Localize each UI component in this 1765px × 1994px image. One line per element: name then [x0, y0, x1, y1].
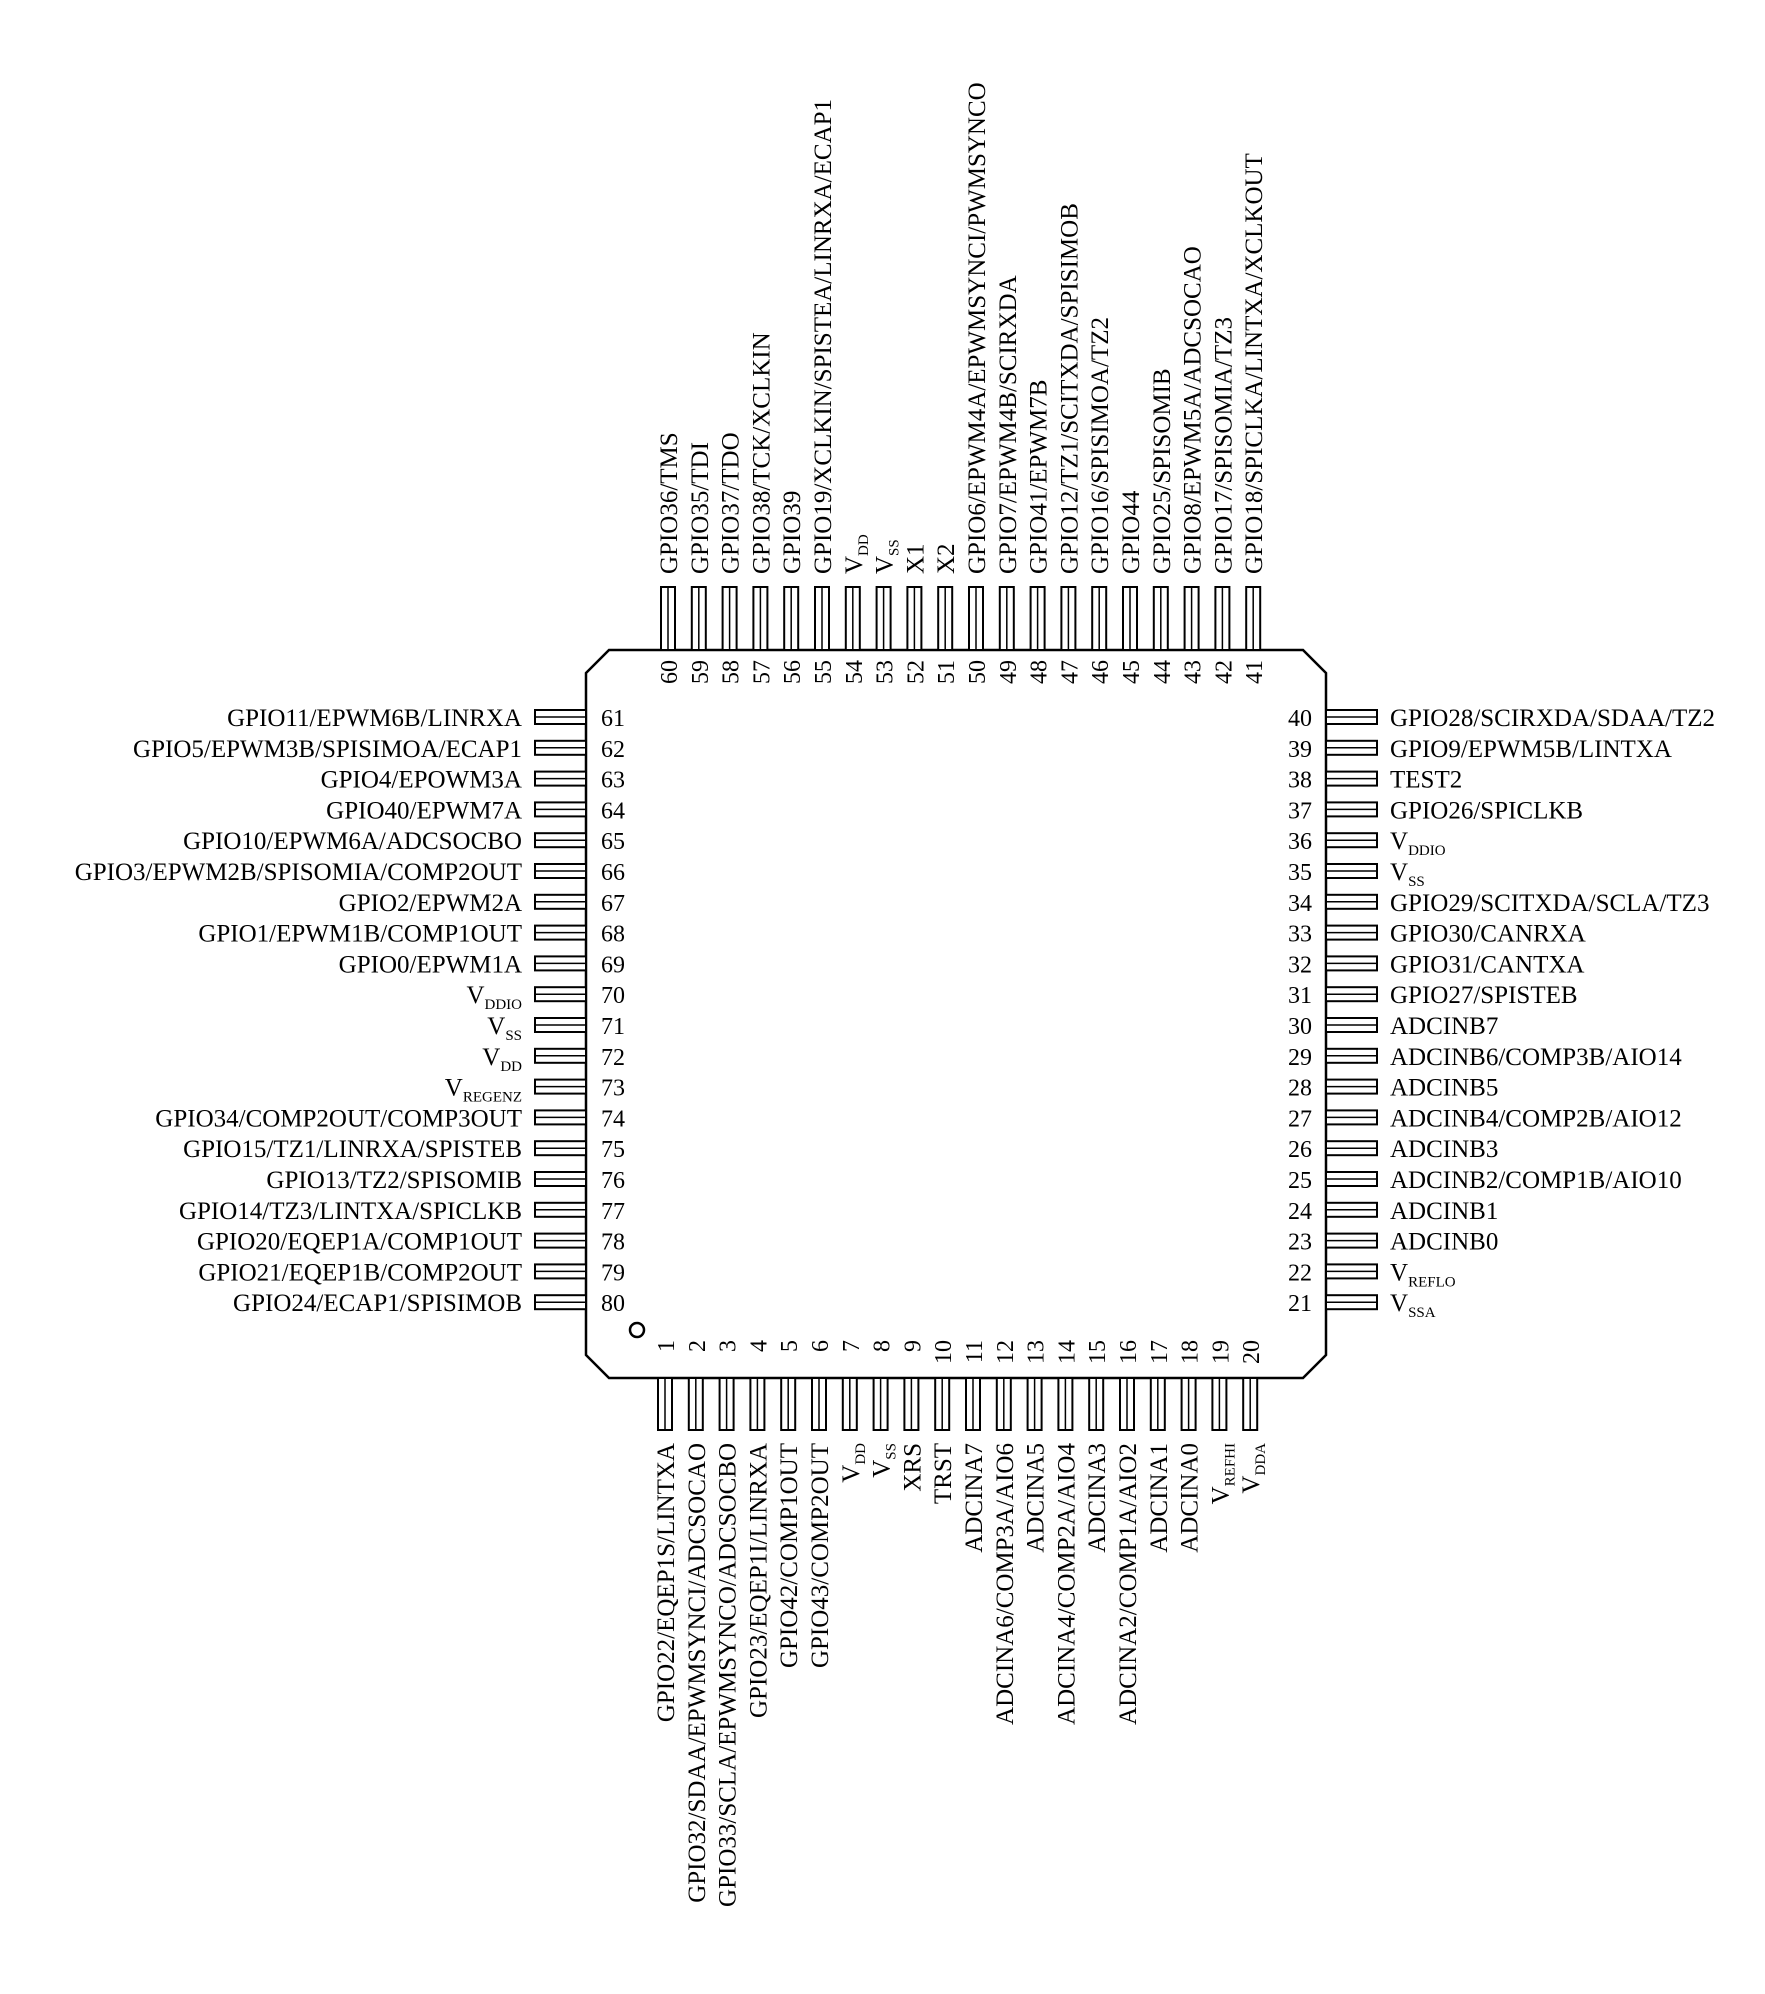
pin-number-60: 60 — [657, 660, 683, 684]
pin-number-33: 33 — [1288, 921, 1312, 948]
pin-number-24: 24 — [1288, 1198, 1312, 1225]
pin-number-13: 13 — [1023, 1340, 1050, 1364]
pin-number-53: 53 — [872, 660, 899, 684]
pin-number-35: 35 — [1288, 860, 1312, 886]
pin-number-38: 38 — [1288, 767, 1312, 794]
pin-number-4: 4 — [746, 1340, 773, 1352]
pin-number-80: 80 — [601, 1291, 625, 1318]
pin-label-49: GPIO7/EPWM4B/SCIRXDA — [994, 275, 1022, 574]
pin-number-1: 1 — [654, 1340, 680, 1352]
pin-label-66: GPIO3/EPWM2B/SPISOMIA/COMP2OUT — [74, 859, 522, 886]
pin-label-57: GPIO38/TCK/XCLKIN — [748, 332, 776, 574]
pin-label-4: GPIO23/EQEP1I/LINRXA — [745, 1443, 773, 1718]
pin-label-43: GPIO8/EPWM5A/ADCSOCAO — [1179, 246, 1207, 574]
pin-number-58: 58 — [718, 660, 745, 684]
pin-number-69: 69 — [601, 952, 625, 979]
pin-number-14: 14 — [1054, 1340, 1081, 1364]
pin-number-23: 23 — [1288, 1229, 1312, 1256]
pin-label-13: ADCINA5 — [1022, 1443, 1050, 1553]
pin-label-34: GPIO29/SCITXDA/SCLA/TZ3 — [1390, 889, 1710, 917]
pin-label-45: GPIO44 — [1118, 490, 1145, 574]
pin-label-65: GPIO10/EPWM6A/ADCSOCBO — [183, 828, 522, 856]
pin-number-61: 61 — [601, 706, 625, 732]
pin-label-1: GPIO22/EQEP1S/LINTXA — [653, 1443, 680, 1723]
pin-label-27: ADCINB4/COMP2B/AIO12 — [1390, 1105, 1682, 1133]
pin-number-41: 41 — [1242, 660, 1269, 684]
pin-label-51: X2 — [933, 543, 961, 574]
pin-number-21: 21 — [1288, 1291, 1312, 1318]
pin-label-60: GPIO36/TMS — [656, 432, 683, 574]
pin-number-56: 56 — [780, 660, 807, 684]
pin-label-9: XRS — [899, 1443, 927, 1492]
pin-label-12: ADCINA6/COMP3A/AIO6 — [991, 1443, 1019, 1725]
pin-label-14: ADCINA4/COMP2A/AIO4 — [1053, 1443, 1081, 1725]
pin-number-2: 2 — [684, 1340, 711, 1352]
pin-number-72: 72 — [601, 1044, 625, 1071]
pin-label-21: $V_{SSA}$ — [1390, 1290, 1436, 1322]
pin-number-76: 76 — [601, 1168, 625, 1194]
pin-number-51: 51 — [934, 660, 961, 684]
pin-number-63: 63 — [601, 767, 625, 794]
pin-number-6: 6 — [808, 1340, 834, 1352]
pin-label-28: ADCINB5 — [1390, 1074, 1499, 1102]
pin-number-10: 10 — [931, 1340, 958, 1364]
pin-label-36: $V_{DDIO}$ — [1390, 828, 1446, 860]
pin-number-42: 42 — [1211, 660, 1238, 684]
pin-number-40: 40 — [1288, 706, 1312, 732]
pin-label-40: GPIO28/SCIRXDA/SDAA/TZ2 — [1390, 705, 1716, 732]
pin-number-48: 48 — [1026, 660, 1053, 684]
pin-label-29: ADCINB6/COMP3B/AIO14 — [1390, 1043, 1682, 1071]
pin-label-50: GPIO6/EPWM4A/EPWMSYNCI/PWMSYNCO — [964, 82, 991, 574]
pin-number-5: 5 — [777, 1340, 804, 1352]
pin-label-59: GPIO35/TDI — [686, 442, 714, 574]
pin-label-3: GPIO33/SCLA/EPWMSYNCO/ADCSOCBO — [714, 1443, 742, 1907]
pin-number-29: 29 — [1288, 1044, 1312, 1071]
pin-label-68: GPIO1/EPWM1B/COMP1OUT — [198, 920, 522, 948]
pin-number-36: 36 — [1288, 829, 1312, 856]
pin-label-11: ADCINA7 — [961, 1443, 988, 1553]
pin-number-70: 70 — [601, 983, 625, 1010]
pin-number-54: 54 — [841, 660, 868, 684]
pin-number-75: 75 — [601, 1137, 625, 1164]
chip-body — [586, 650, 1326, 1378]
pin-label-52: X1 — [902, 543, 930, 574]
pin-number-31: 31 — [1288, 983, 1312, 1010]
pin-number-18: 18 — [1177, 1340, 1204, 1364]
pin-label-23: ADCINB0 — [1390, 1228, 1499, 1256]
pin-label-55: GPIO19/XCLKIN/SPISTEA/LINRXA/ECAP1 — [810, 98, 837, 574]
pin-number-9: 9 — [900, 1340, 927, 1352]
pin-label-48: GPIO41/EPWM7B — [1025, 379, 1053, 574]
pin-number-27: 27 — [1288, 1106, 1312, 1133]
pin-number-28: 28 — [1288, 1075, 1312, 1102]
pin-label-67: GPIO2/EPWM2A — [338, 889, 522, 917]
pin-label-20: $V_{DDA}$ — [1238, 1443, 1270, 1494]
pin-label-38: TEST2 — [1390, 766, 1463, 794]
pin-label-56: GPIO39 — [779, 490, 807, 574]
pin-number-71: 71 — [601, 1014, 625, 1040]
pin-number-17: 17 — [1146, 1340, 1173, 1364]
pin-label-17: ADCINA1 — [1145, 1443, 1173, 1553]
pin-label-26: ADCINB3 — [1390, 1136, 1499, 1164]
pin-label-53: $V_{SS}$ — [871, 539, 903, 574]
pin-label-58: GPIO37/TDO — [717, 432, 745, 574]
pin-label-24: ADCINB1 — [1390, 1197, 1499, 1225]
pin-number-8: 8 — [869, 1340, 896, 1352]
pin-label-71: $V_{SS}$ — [487, 1013, 522, 1044]
pin-number-55: 55 — [811, 660, 837, 684]
pin-number-45: 45 — [1119, 660, 1145, 684]
pin-label-35: $V_{SS}$ — [1390, 859, 1425, 890]
pin-label-64: GPIO40/EPWM7A — [326, 797, 522, 825]
pin-label-37: GPIO26/SPICLKB — [1390, 797, 1584, 825]
pin-number-62: 62 — [601, 736, 625, 763]
pin-label-39: GPIO9/EPWM5B/LINTXA — [1390, 735, 1672, 763]
pin-number-3: 3 — [715, 1340, 742, 1352]
pin-number-79: 79 — [601, 1260, 625, 1287]
pin-number-65: 65 — [601, 829, 625, 856]
pin-label-54: $V_{DD}$ — [840, 534, 872, 574]
pin-number-50: 50 — [965, 660, 991, 684]
pin-label-42: GPIO17/SPISOMIA/TZ3 — [1210, 317, 1238, 574]
pin-label-16: ADCINA2/COMP1A/AIO2 — [1115, 1443, 1142, 1725]
pin-label-8: $V_{SS}$ — [868, 1443, 900, 1478]
pin-label-41: GPIO18/SPICLKA/LINTXA/XCLKOUT — [1241, 153, 1269, 574]
pin-number-77: 77 — [601, 1198, 625, 1225]
pin-number-46: 46 — [1088, 660, 1115, 684]
pin-label-69: GPIO0/EPWM1A — [338, 951, 522, 979]
pin-label-33: GPIO30/CANRXA — [1390, 920, 1586, 948]
pin-number-16: 16 — [1116, 1340, 1142, 1364]
pin-label-7: $V_{DD}$ — [837, 1443, 869, 1483]
pin-label-76: GPIO13/TZ2/SPISOMIB — [266, 1167, 522, 1194]
pin-number-30: 30 — [1288, 1014, 1312, 1040]
pin-number-43: 43 — [1180, 660, 1207, 684]
pin-label-22: $V_{REFLO}$ — [1390, 1259, 1456, 1291]
pin-number-59: 59 — [687, 660, 714, 684]
pin-label-30: ADCINB7 — [1390, 1013, 1499, 1040]
pin-label-44: GPIO25/SPISOMIB — [1148, 368, 1176, 574]
pin-label-46: GPIO16/SPISIMOA/TZ2 — [1087, 317, 1115, 574]
pin-number-25: 25 — [1288, 1168, 1312, 1194]
pin-number-49: 49 — [995, 660, 1022, 684]
pin-number-68: 68 — [601, 921, 625, 948]
pin-number-73: 73 — [601, 1075, 625, 1102]
pin-label-25: ADCINB2/COMP1B/AIO10 — [1390, 1167, 1682, 1194]
pin-label-74: GPIO34/COMP2OUT/COMP3OUT — [155, 1105, 522, 1133]
pin-label-15: ADCINA3 — [1084, 1443, 1112, 1553]
pin-label-72: $V_{DD}$ — [482, 1043, 522, 1075]
pin-label-6: GPIO43/COMP2OUT — [807, 1443, 834, 1669]
pin-label-62: GPIO5/EPWM3B/SPISIMOA/ECAP1 — [133, 735, 522, 763]
pin-number-74: 74 — [601, 1106, 625, 1133]
pin-number-66: 66 — [601, 860, 625, 886]
pin-number-15: 15 — [1085, 1340, 1112, 1364]
pin-label-63: GPIO4/EPOWM3A — [320, 766, 522, 794]
pin-number-64: 64 — [601, 798, 625, 825]
pin-label-31: GPIO27/SPISTEB — [1390, 982, 1578, 1010]
pin-label-10: TRST — [930, 1443, 958, 1505]
pin-number-32: 32 — [1288, 952, 1312, 979]
pin-label-5: GPIO42/COMP1OUT — [776, 1443, 804, 1669]
pin-number-12: 12 — [992, 1340, 1019, 1364]
pin-label-18: ADCINA0 — [1176, 1443, 1204, 1553]
pin-label-32: GPIO31/CANTXA — [1390, 951, 1585, 979]
pin-number-11: 11 — [962, 1340, 988, 1364]
pin-label-47: GPIO12/TZ1/SCITXDA/SPISIMOB — [1056, 203, 1084, 574]
pin-label-73: $V_{REGENZ}$ — [444, 1074, 522, 1106]
pin-number-37: 37 — [1288, 798, 1312, 825]
pin-number-34: 34 — [1288, 890, 1312, 917]
pin-label-79: GPIO21/EQEP1B/COMP2OUT — [198, 1259, 522, 1287]
pin-label-19: $V_{REFHI}$ — [1207, 1443, 1239, 1505]
pin-label-2: GPIO32/SDAA/EPWMSYNCI/ADCSOCAO — [683, 1443, 711, 1903]
pin-number-78: 78 — [601, 1229, 625, 1256]
pin-label-80: GPIO24/ECAP1/SPISIMOB — [233, 1290, 522, 1318]
pin-number-20: 20 — [1239, 1340, 1266, 1364]
pin-number-19: 19 — [1208, 1340, 1235, 1364]
pin-label-61: GPIO11/EPWM6B/LINRXA — [227, 705, 522, 732]
pin-number-44: 44 — [1149, 660, 1176, 684]
pin-number-52: 52 — [903, 660, 930, 684]
pin-number-22: 22 — [1288, 1260, 1312, 1287]
pin-label-70: $V_{DDIO}$ — [466, 982, 522, 1014]
pin-number-26: 26 — [1288, 1137, 1312, 1164]
pin-number-39: 39 — [1288, 736, 1312, 763]
pin-number-47: 47 — [1057, 660, 1084, 684]
pin-number-67: 67 — [601, 890, 625, 917]
pin-number-57: 57 — [749, 660, 776, 684]
pin-label-78: GPIO20/EQEP1A/COMP1OUT — [196, 1228, 522, 1256]
pin-label-77: GPIO14/TZ3/LINTXA/SPICLKB — [178, 1197, 522, 1225]
pin-number-7: 7 — [838, 1340, 865, 1352]
pin-label-75: GPIO15/TZ1/LINRXA/SPISTEB — [183, 1136, 522, 1164]
